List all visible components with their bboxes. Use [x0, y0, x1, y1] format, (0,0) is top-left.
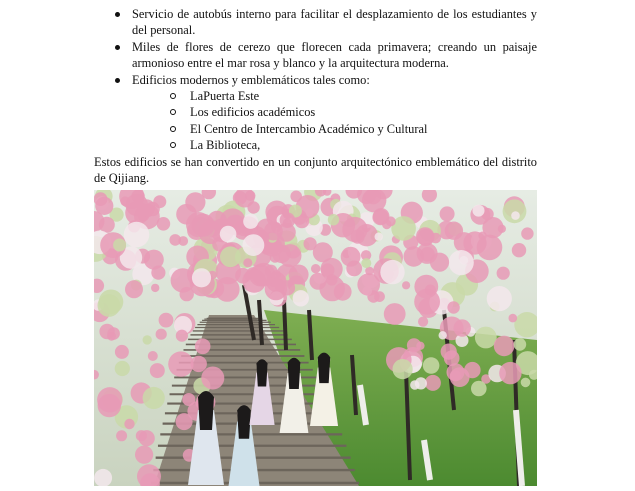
person-hair — [288, 358, 301, 389]
blossom-cluster — [220, 226, 237, 243]
blossom-cluster — [494, 336, 515, 357]
blossom-cluster — [182, 393, 195, 406]
person-hair — [237, 405, 251, 439]
list-item-text: Servicio de autobús interno para facilitar el desplazamiento de los estudiantes y del personal. — [132, 7, 537, 38]
circle-bullet-icon — [170, 126, 176, 132]
blossom-cluster — [143, 387, 165, 409]
blossom-cluster — [243, 234, 265, 256]
blossom-cluster — [521, 378, 531, 388]
blossom-cluster — [176, 413, 193, 430]
sublist-item — [170, 137, 537, 153]
blossom-cluster — [447, 301, 459, 313]
person-hair — [318, 353, 330, 383]
blossom-cluster — [311, 264, 320, 273]
blossom-cluster — [521, 227, 533, 239]
blossom-cluster — [176, 330, 188, 342]
list-item-text: Miles de flores de cerezo que florecen cada primavera; creando un paisaje armonioso entre el mar rosa y blanco y la arquitectura moderna. — [132, 39, 537, 71]
blossom-cluster — [372, 209, 388, 225]
blossom-cluster — [404, 246, 424, 266]
blossom-cluster — [157, 217, 171, 231]
blossom-cluster — [195, 339, 211, 355]
person-hair — [198, 391, 214, 430]
blossom-cluster — [454, 319, 471, 336]
feature-list — [113, 6, 537, 154]
list-item — [113, 72, 537, 154]
blossom-cluster — [440, 206, 455, 221]
blossom-cluster — [416, 227, 434, 245]
list-item — [113, 6, 537, 39]
cherry-blossom-photo — [94, 190, 537, 486]
blossom-cluster — [220, 246, 241, 267]
blossom-cluster — [351, 230, 365, 244]
blossom-cluster — [445, 222, 463, 240]
blossom-cluster — [153, 195, 166, 208]
blossom-cluster — [289, 265, 309, 285]
blossom-cluster — [334, 283, 352, 301]
blossom-cluster — [509, 314, 518, 323]
blossom-cluster — [380, 260, 404, 284]
blossom-cluster — [512, 243, 526, 257]
blossom-cluster — [192, 214, 215, 237]
blossom-cluster — [511, 211, 520, 220]
blossom-cluster — [151, 284, 159, 292]
bullet-icon — [115, 45, 120, 50]
person-hair — [256, 359, 267, 386]
sublist-item-text: LaPuerta Este — [190, 89, 260, 104]
blossom-cluster — [414, 289, 440, 315]
blossom-cluster — [159, 313, 174, 328]
blossom-cluster — [243, 258, 252, 267]
blossom-cluster — [192, 268, 211, 287]
blossom-cluster — [272, 270, 281, 279]
blossom-cluster — [464, 362, 480, 378]
blossom-cluster — [415, 377, 427, 389]
blossom-cluster — [328, 214, 339, 225]
blossom-cluster — [113, 239, 126, 252]
buildings-sublist — [132, 88, 537, 154]
blossom-cluster — [107, 327, 120, 340]
blossom-cluster — [418, 317, 428, 327]
blossom-cluster — [304, 237, 317, 250]
blossom-cluster — [272, 245, 291, 264]
blossom-cluster — [441, 344, 457, 360]
blossom-cluster — [363, 193, 372, 202]
blossom-cluster — [156, 329, 167, 340]
blossom-cluster — [439, 331, 447, 339]
blossom-cluster — [361, 258, 371, 268]
body-paragraph: Estos edificios se han convertido en un conjunto arquitectónico emblemático del distrito de Qijiang. — [94, 155, 537, 186]
sublist-item — [170, 121, 537, 137]
blossom-cluster — [115, 345, 129, 359]
blossom-cluster — [498, 225, 506, 233]
circle-bullet-icon — [170, 142, 176, 148]
blossom-cluster — [136, 430, 147, 441]
circle-bullet-icon — [170, 109, 176, 115]
bullet-icon — [115, 78, 120, 83]
blossom-cluster — [125, 280, 143, 298]
bullet-icon — [115, 12, 120, 17]
blossom-cluster — [148, 351, 158, 361]
blossom-cluster — [143, 335, 152, 344]
blossom-cluster — [471, 381, 487, 397]
blossom-cluster — [135, 446, 153, 464]
blossom-cluster — [99, 290, 124, 315]
blossom-cluster — [402, 281, 410, 289]
blossom-cluster — [477, 235, 503, 261]
blossom-cluster — [178, 236, 188, 246]
blossom-cluster — [124, 222, 150, 248]
blossom-cluster — [99, 217, 115, 233]
blossom-cluster — [115, 361, 130, 376]
blossom-cluster — [124, 419, 134, 429]
blossom-cluster — [94, 192, 107, 206]
blossom-cluster — [393, 359, 413, 379]
blossom-cluster — [126, 194, 148, 216]
sublist-item — [170, 104, 537, 120]
blossom-cluster — [151, 266, 165, 280]
blossom-cluster — [514, 338, 527, 351]
blossom-cluster — [497, 267, 510, 280]
blossom-cluster — [293, 290, 309, 306]
blossom-cluster — [201, 367, 224, 390]
blossom-cluster — [407, 338, 421, 352]
sublist-item-text: El Centro de Intercambio Académico y Cultural — [190, 121, 428, 136]
blossom-cluster — [116, 430, 127, 441]
blossom-cluster — [423, 357, 440, 374]
blossom-cluster — [249, 264, 271, 286]
sublist-item-text: La Biblioteca, — [190, 138, 261, 153]
blossom-cluster — [280, 280, 295, 295]
blossom-cluster — [321, 263, 335, 277]
blossom-cluster — [375, 233, 383, 241]
blossom-cluster — [473, 205, 485, 217]
cherry-blossom-illustration — [94, 190, 537, 486]
blossom-cluster — [475, 327, 497, 349]
blossom-cluster — [168, 351, 193, 376]
blossom-cluster — [357, 273, 380, 296]
blossom-cluster — [459, 256, 468, 265]
blossom-cluster — [97, 387, 122, 412]
blossom-cluster — [425, 375, 441, 391]
blossom-cluster — [346, 261, 362, 277]
blossom-cluster — [290, 191, 302, 203]
tree-trunk — [284, 300, 286, 350]
blossom-cluster — [243, 214, 258, 229]
blossom-cluster — [487, 286, 512, 311]
blossom-cluster — [499, 362, 521, 384]
blossom-cluster — [384, 303, 406, 325]
list-item-text: Edificios modernos y emblemáticos tales como: — [132, 72, 370, 87]
sublist-item-text: Los edificios académicos — [190, 105, 316, 120]
list-item — [113, 39, 537, 72]
circle-bullet-icon — [170, 93, 176, 99]
blossom-cluster — [150, 363, 165, 378]
sublist-item — [170, 88, 537, 104]
